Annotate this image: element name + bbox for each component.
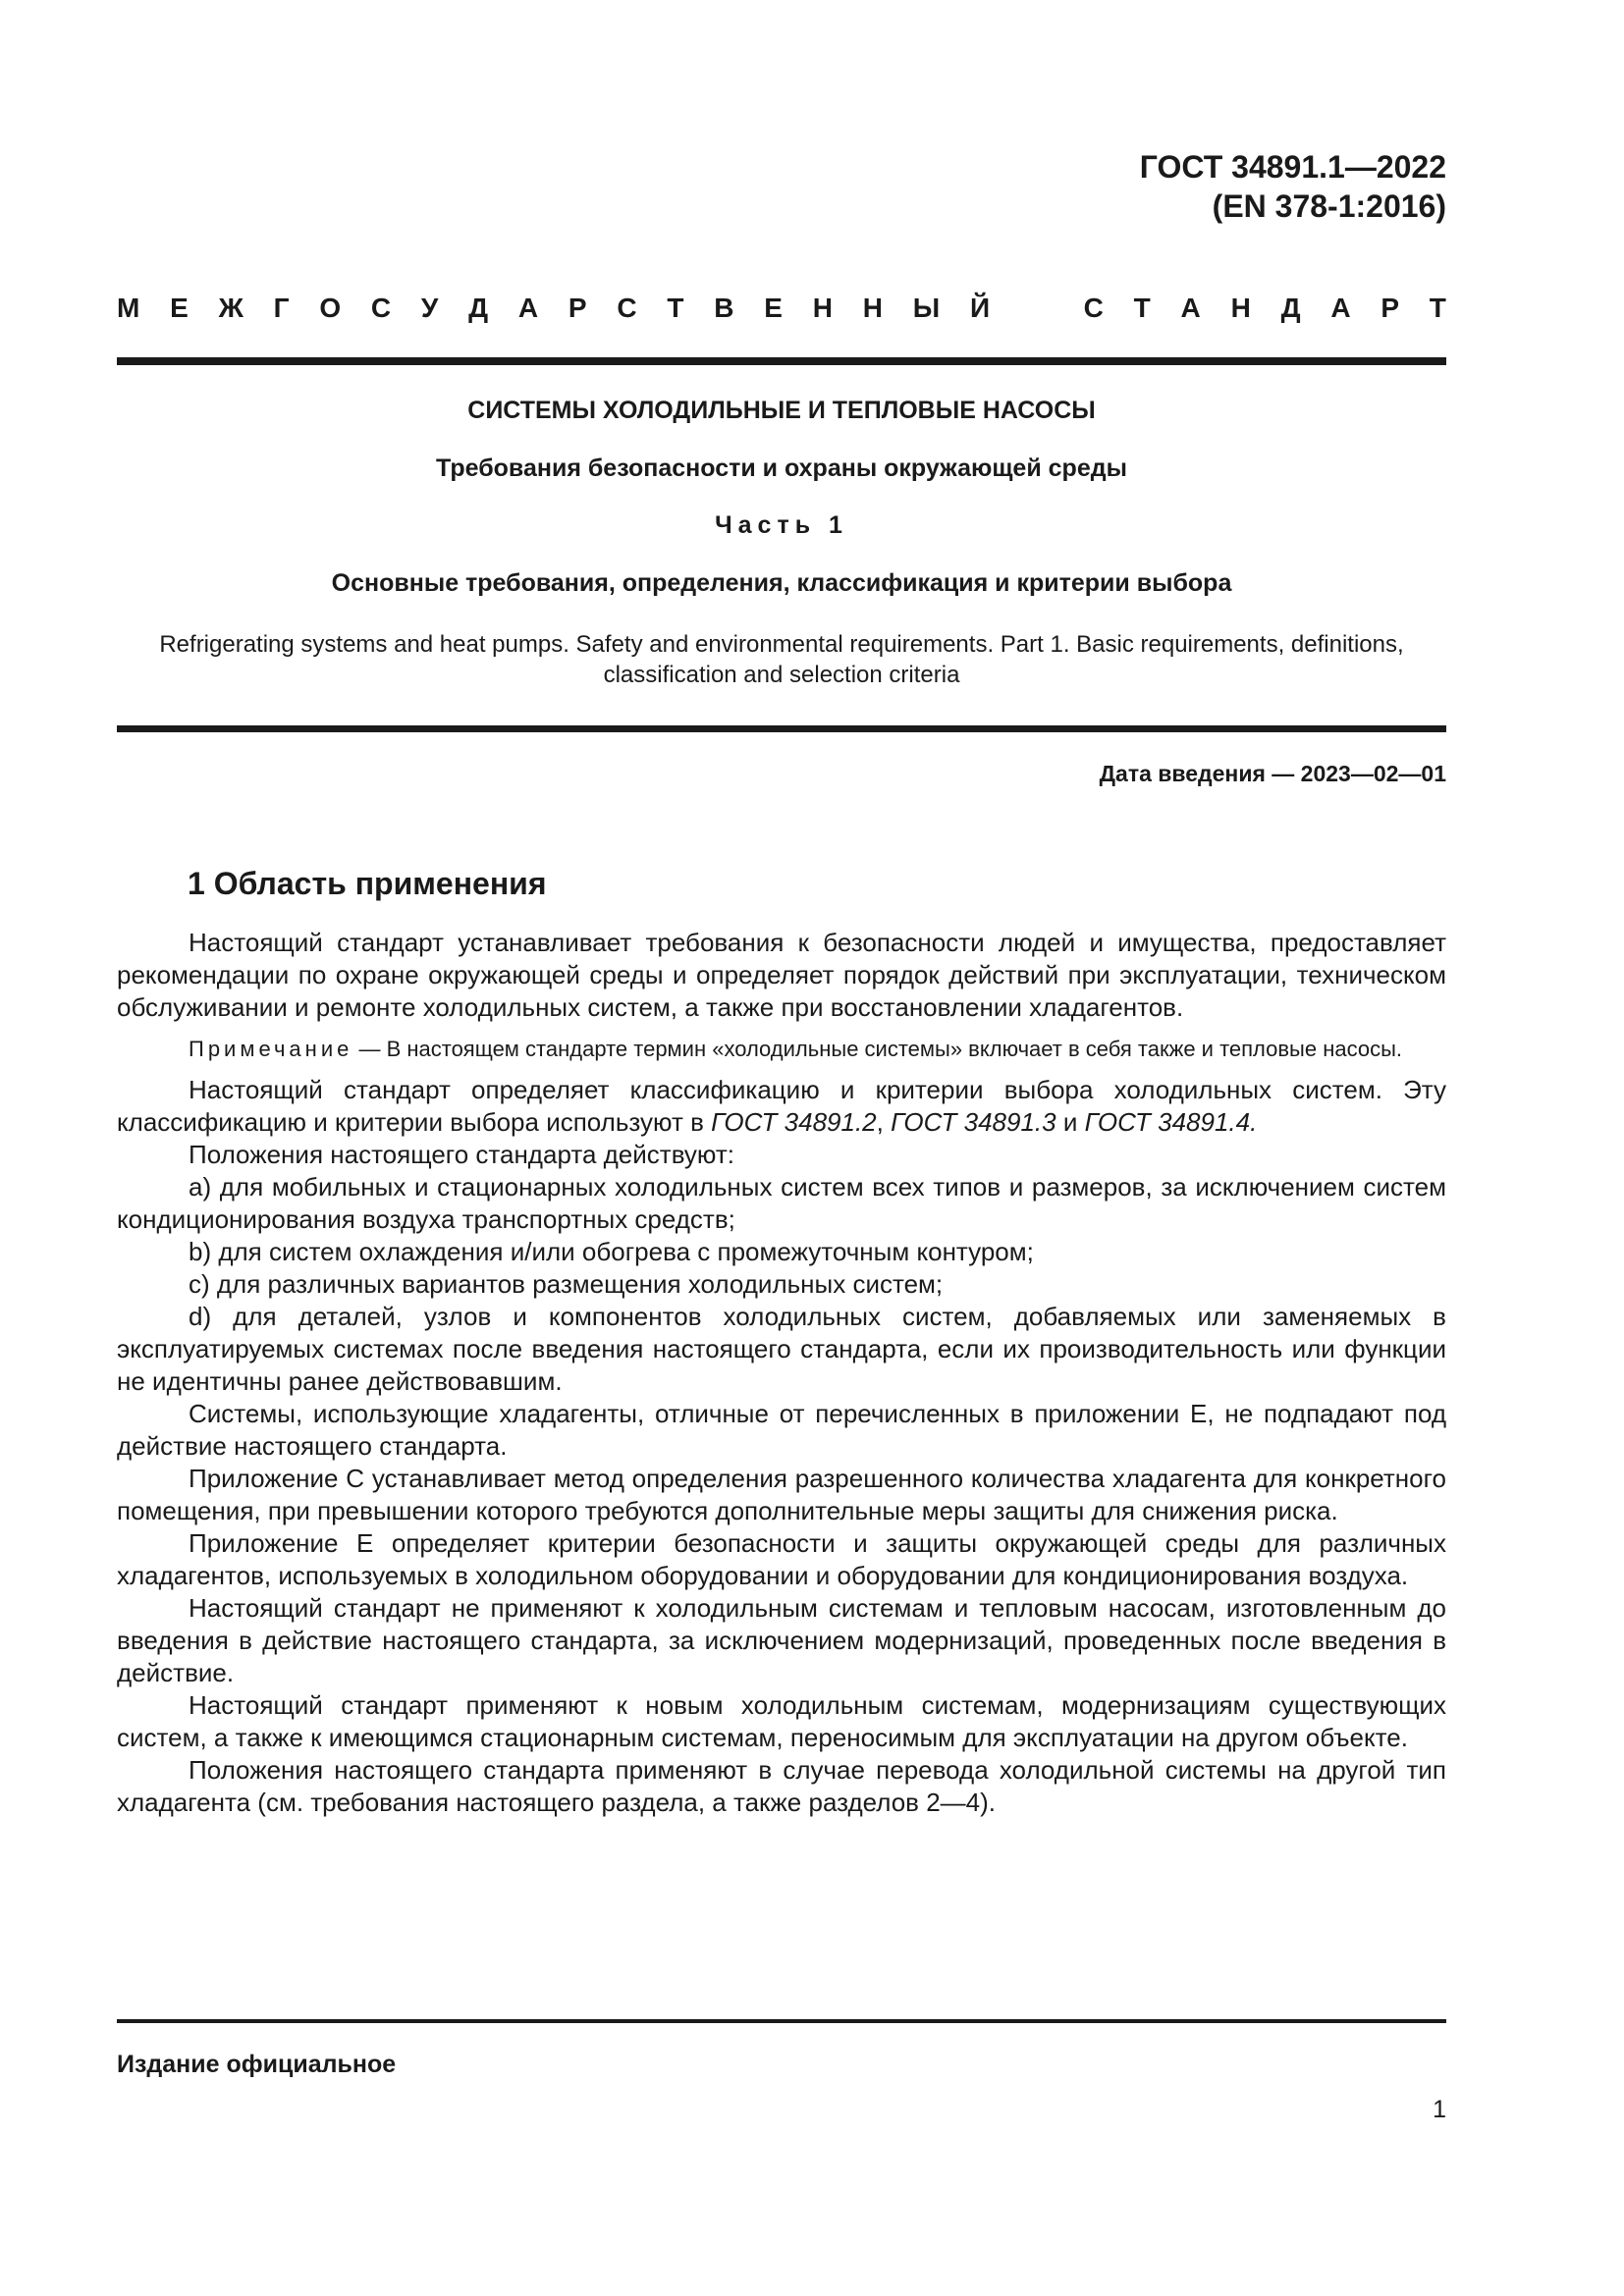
- page-number: 1: [1433, 2096, 1446, 2123]
- paragraph-scope: Настоящий стандарт устанавливает требования к безопасности людей и имущества, предоставляет рекомендации по охране окружающей среды и определяет порядок действий при эксплуатации, техническом обслуживании и ремонте холодильных систем, а также при восстановлении хладагентов.: [117, 928, 1446, 1022]
- banner-letter: Ы: [912, 293, 941, 323]
- top-rule: [117, 357, 1446, 365]
- paragraph-conversion: Положения настоящего стандарта применяют в случае перевода холодильной системы на другой тип хладагента (см. требования настоящего раздела, а также разделов 2—4).: [117, 1755, 1446, 1817]
- banner-letter: Ж: [218, 293, 244, 323]
- english-title-line-1: Refrigerating systems and heat pumps. Safety and environmental requirements. Part 1. Basic requirements, definitions,: [159, 631, 1404, 658]
- banner-letter: Т: [1133, 293, 1151, 323]
- paragraph-classification-text: Настоящий стандарт определяет классификацию и критерии выбора холодильных систем. Эту классификацию и критерии выбора используют в: [117, 1075, 1446, 1137]
- list-item-c: c) для различных вариантов размещения холодильных систем;: [189, 1269, 944, 1299]
- banner-letter: Н: [1230, 293, 1251, 323]
- section-body: [117, 927, 1446, 1819]
- paragraph-refrigerants: Системы, использующие хладагенты, отличные от перечисленных в приложении Е, не подпадают под действие настоящего стандарта.: [117, 1399, 1446, 1461]
- banner-letter: Д: [1280, 293, 1301, 323]
- official-edition: Издание официальное: [117, 2051, 397, 2078]
- banner-letter: А: [1180, 293, 1201, 323]
- document-title: СИСТЕМЫ ХОЛОДИЛЬНЫЕ И ТЕПЛОВЫЕ НАСОСЫ: [467, 397, 1096, 424]
- paragraph-provisions: Положения настоящего стандарта действуют:: [189, 1140, 734, 1169]
- banner-letter: Н: [862, 293, 883, 323]
- banner-letter: Г: [273, 293, 290, 323]
- note: [117, 1036, 1446, 1062]
- banner-letter: М: [117, 293, 140, 323]
- section-heading: 1 Область применения: [188, 866, 547, 901]
- banner-letter: Е: [170, 293, 189, 323]
- banner-letter: Р: [1380, 293, 1400, 323]
- note-label: Примечание: [189, 1037, 353, 1061]
- introduction-date: Дата введения — 2023—02—01: [1099, 761, 1446, 786]
- banner-letter: С: [617, 293, 637, 323]
- banner-letter: Т: [667, 293, 684, 323]
- banner-letter: Н: [812, 293, 833, 323]
- paragraph-applied: Настоящий стандарт применяют к новым холодильным системам, модернизациям существующих систем, а также к имеющимся стационарным системам, переносимым для эксплуатации на другом объекте.: [117, 1690, 1446, 1752]
- part-label: Часть 1: [715, 511, 848, 539]
- paragraph-annex-c: Приложение С устанавливает метод определения разрешенного количества хладагента для конкретного помещения, при превышении которого требуются дополнительные меры защиты для снижения риска.: [117, 1464, 1446, 1525]
- banner-word-gap: [1020, 293, 1054, 324]
- banner-letter: У: [420, 293, 439, 323]
- banner-letter: Й: [969, 293, 991, 323]
- reference-gost-3: ГОСТ 34891.3: [891, 1107, 1056, 1137]
- note-text: — В настоящем стандарте термин «холодильные системы» включает в себя также и тепловые насосы.: [352, 1037, 1403, 1061]
- middle-rule: [117, 725, 1446, 732]
- standard-banner: [117, 293, 1446, 324]
- reference-gost-2: ГОСТ 34891.2: [711, 1107, 877, 1137]
- banner-letter: А: [1330, 293, 1351, 323]
- paragraph-annex-e: Приложение Е определяет критерии безопасности и защиты окружающей среды для различных хладагентов, используемых в холодильном оборудовании и оборудовании для кондиционирования воздуха.: [117, 1528, 1446, 1590]
- paragraph-not-applied: Настоящий стандарт не применяют к холодильным системам и тепловым насосам, изготовленным до введения в действие настоящего стандарта, за исключением модернизаций, проведенных после введения в действие.: [117, 1593, 1446, 1687]
- banner-letter: Е: [764, 293, 783, 323]
- banner-letter: Р: [568, 293, 587, 323]
- list-item-d: d) для деталей, узлов и компонентов холодильных систем, добавляемых или заменяемых в эксплуатируемых системах после введения настоящего стандарта, если их производительность или функции не идентичны ранее действовавшим.: [117, 1302, 1446, 1396]
- list-item-b: b) для систем охлаждения и/или обогрева с промежуточным контуром;: [189, 1237, 1034, 1266]
- reference-gost-4: ГОСТ 34891.4.: [1084, 1107, 1258, 1137]
- standard-code: ГОСТ 34891.1—2022: [1139, 149, 1446, 185]
- banner-letter: Т: [1429, 293, 1446, 323]
- list-item-a: a) для мобильных и стационарных холодильных систем всех типов и размеров, за исключением систем кондиционирования воздуха транспортных средств;: [117, 1172, 1446, 1234]
- banner-letter: С: [370, 293, 392, 323]
- bottom-rule: [117, 2019, 1446, 2023]
- document-subtitle: Требования безопасности и охраны окружающей среды: [436, 454, 1127, 482]
- paragraph-classification: [117, 1074, 1446, 1139]
- separator: и: [1056, 1107, 1085, 1137]
- separator: ,: [876, 1107, 892, 1137]
- english-title: [117, 629, 1446, 690]
- banner-letter: С: [1083, 293, 1104, 323]
- banner-letter: В: [714, 293, 734, 323]
- english-title-line-2: classification and selection criteria: [603, 662, 960, 688]
- banner-letter: Д: [468, 293, 489, 323]
- banner-letter: О: [319, 293, 342, 323]
- banner-letter: А: [517, 293, 539, 323]
- part-title: Основные требования, определения, классификация и критерии выбора: [331, 569, 1232, 597]
- en-standard-code: (EN 378-1:2016): [1212, 188, 1446, 224]
